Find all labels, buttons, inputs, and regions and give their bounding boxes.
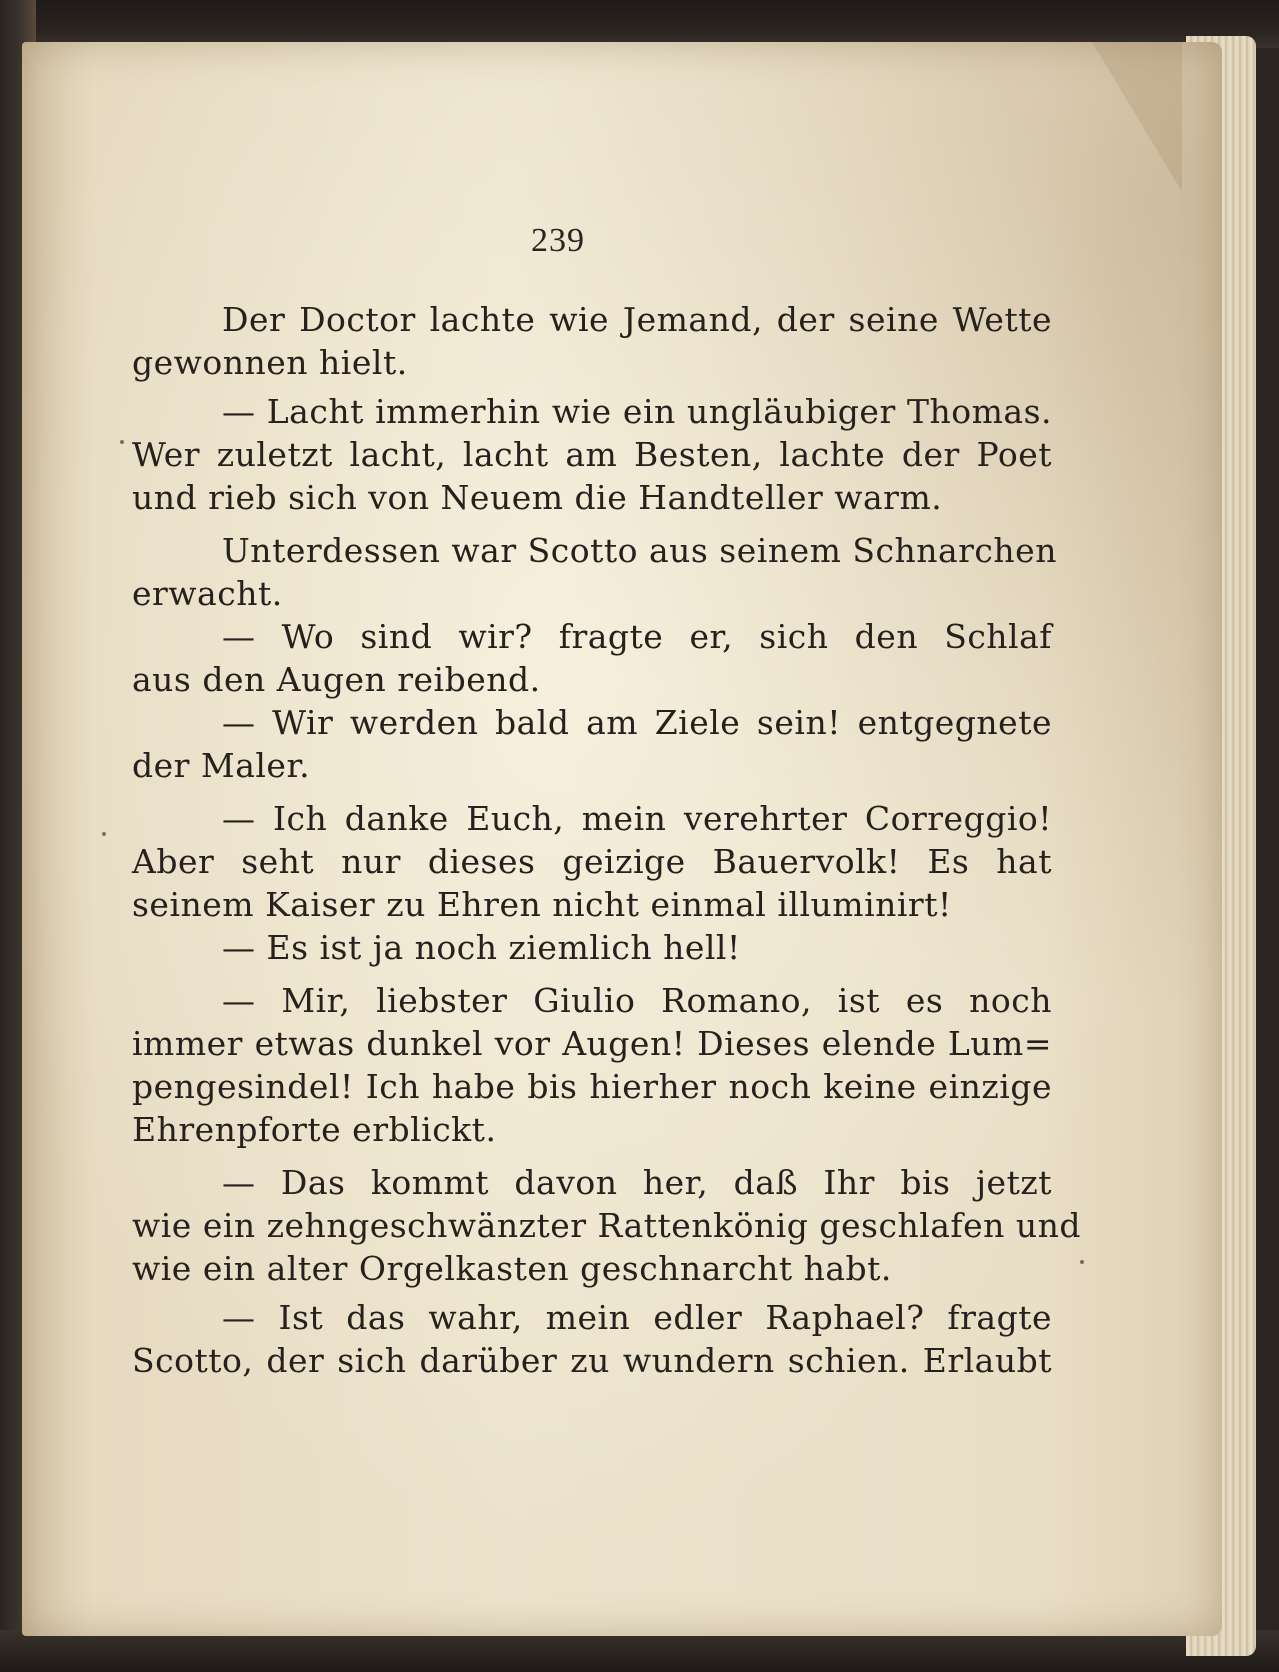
text-line: aus den Augen reibend. xyxy=(132,660,541,699)
text-line: und rieb sich von Neuem die Handteller warm. xyxy=(132,478,943,517)
text-line: — Es ist ja noch ziemlich hell! xyxy=(222,928,741,967)
text-line: wie ein alter Orgelkasten geschnarcht habt. xyxy=(132,1249,892,1288)
text-line: wie ein zehngeschwänzter Rattenkönig geschlafen und xyxy=(132,1206,1082,1245)
text-line: — Ist das wahr, mein edler Raphael? fragte xyxy=(222,1298,1052,1337)
text-line: — Wo sind wir? fragte er, sich den Schlaf xyxy=(222,617,1052,656)
text-line: — Lacht immerhin wie ein ungläubiger Thomas. xyxy=(222,392,1052,431)
book-page xyxy=(22,42,1222,1636)
ink-speck xyxy=(102,832,106,836)
ink-speck xyxy=(1080,1260,1084,1264)
text-line: — Das kommt davon her, daß Ihr bis jetzt xyxy=(222,1163,1052,1202)
text-line: Scotto, der sich darüber zu wundern schien. Erlaubt xyxy=(132,1341,1052,1380)
text-line: — Wir werden bald am Ziele sein! entgegnete xyxy=(222,703,1052,742)
scan-background-bottom xyxy=(0,1630,1279,1672)
text-line: der Maler. xyxy=(132,746,311,785)
text-line: Aber seht nur dieses geizige Bauervolk! Es hat xyxy=(132,842,1052,881)
scan-background-top xyxy=(0,0,1279,48)
text-line: Wer zuletzt lacht, lacht am Besten, lachte der Poet xyxy=(132,435,1052,474)
text-line: Unterdessen war Scotto aus seinem Schnarchen xyxy=(222,531,1057,570)
ink-speck xyxy=(120,440,124,444)
text-line: — Mir, liebster Giulio Romano, ist es noch xyxy=(222,981,1052,1020)
text-line: Der Doctor lachte wie Jemand, der seine Wette xyxy=(222,300,1052,339)
page-text xyxy=(132,222,1082,1382)
text-line: immer etwas dunkel vor Augen! Dieses elende Lum= xyxy=(132,1024,1052,1063)
text-line: pengesindel! Ich habe bis hierher noch keine einzige xyxy=(132,1067,1052,1106)
text-line: erwacht. xyxy=(132,574,283,613)
page-number: 239 xyxy=(531,222,585,259)
text-line: — Ich danke Euch, mein verehrter Correggio! xyxy=(222,799,1052,838)
text-line: Ehrenpforte erblickt. xyxy=(132,1110,497,1149)
page-corner-crease xyxy=(1092,42,1182,192)
text-line: gewonnen hielt. xyxy=(132,343,408,382)
text-line: seinem Kaiser zu Ehren nicht einmal illuminirt! xyxy=(132,885,952,924)
